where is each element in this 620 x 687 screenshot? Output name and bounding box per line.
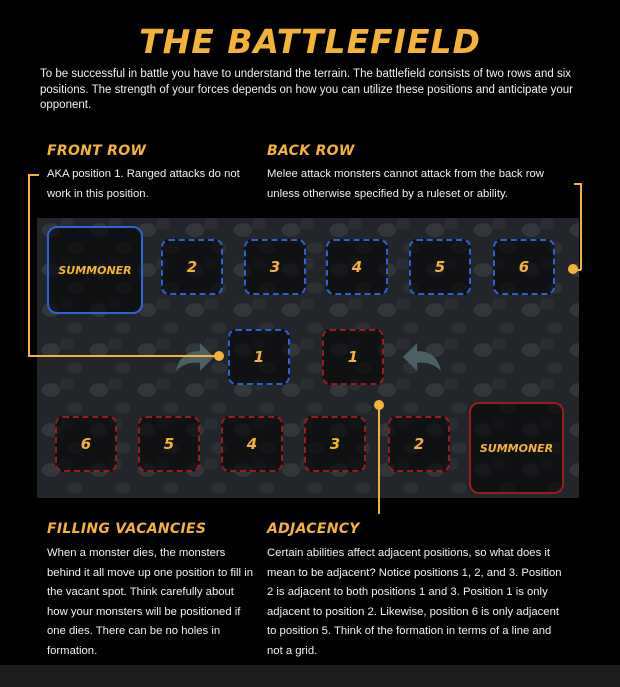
curved-arrow-left-icon	[399, 337, 447, 377]
back-row-connector-vertical	[580, 183, 582, 270]
blue-position-1: 1	[228, 329, 290, 385]
filling-vacancies-text: When a monster dies, the monsters behind it all move up one position to fill in the vacant spot. Think carefully about how your monsters will be positioned if one dies. There can be no holes in formation.	[47, 547, 253, 657]
blue-position-4: 4	[326, 239, 388, 295]
front-row-connector-bottom	[28, 355, 218, 357]
red-position-1: 1	[322, 329, 384, 385]
back-row-connector-top	[574, 183, 581, 185]
page-title: THE BATTLEFIELD	[139, 22, 481, 61]
back-row-connector-dot	[568, 264, 578, 274]
bottom-bar	[0, 665, 620, 687]
adjacency-heading: ADJACENCY	[267, 521, 360, 537]
adjacency-text: Certain abilities affect adjacent positions, so what does it mean to be adjacent? Notice positions 1, 2, and 3. Position 2 is adjacent to both positions 1 and 3. Position 1 is only adjacent to position 2. Likewise, position 6 is only adjacent to position 5. Think of the formation in terms of a line and not a grid.	[267, 547, 562, 657]
blue-position-5: 5	[409, 239, 471, 295]
red-position-4: 4	[221, 416, 283, 472]
front-row-connector-vertical	[28, 174, 30, 356]
red-position-6: 6	[55, 416, 117, 472]
filling-vacancies-heading: FILLING VACANCIES	[47, 521, 207, 537]
red-position-5: 5	[138, 416, 200, 472]
red-summoner-slot: SUMMONER	[469, 402, 564, 494]
front-row-heading: FRONT ROW	[47, 143, 147, 159]
blue-position-6: 6	[493, 239, 555, 295]
back-row-text: Melee attack monsters cannot attack from the back row unless otherwise specified by a ruleset or ability.	[267, 168, 544, 200]
blue-summoner-slot: SUMMONER	[47, 226, 143, 314]
front-row-text: AKA position 1. Ranged attacks do not work in this position.	[47, 168, 240, 200]
red-position-2: 2	[388, 416, 450, 472]
curved-arrow-right-icon	[170, 337, 218, 377]
red-position-3: 3	[304, 416, 366, 472]
blue-position-3: 3	[244, 239, 306, 295]
battlefield-board	[37, 218, 579, 498]
adjacency-connector-vertical	[378, 406, 380, 514]
blue-position-2: 2	[161, 239, 223, 295]
back-row-heading: BACK ROW	[267, 143, 355, 159]
intro-text: To be successful in battle you have to understand the terrain. The battlefield consists of two rows and six positions. The strength of your forces depends on how you can utilize these positions and anticipate your opponent.	[40, 68, 573, 111]
front-row-connector-dot	[214, 351, 224, 361]
front-row-connector-top	[28, 174, 39, 176]
